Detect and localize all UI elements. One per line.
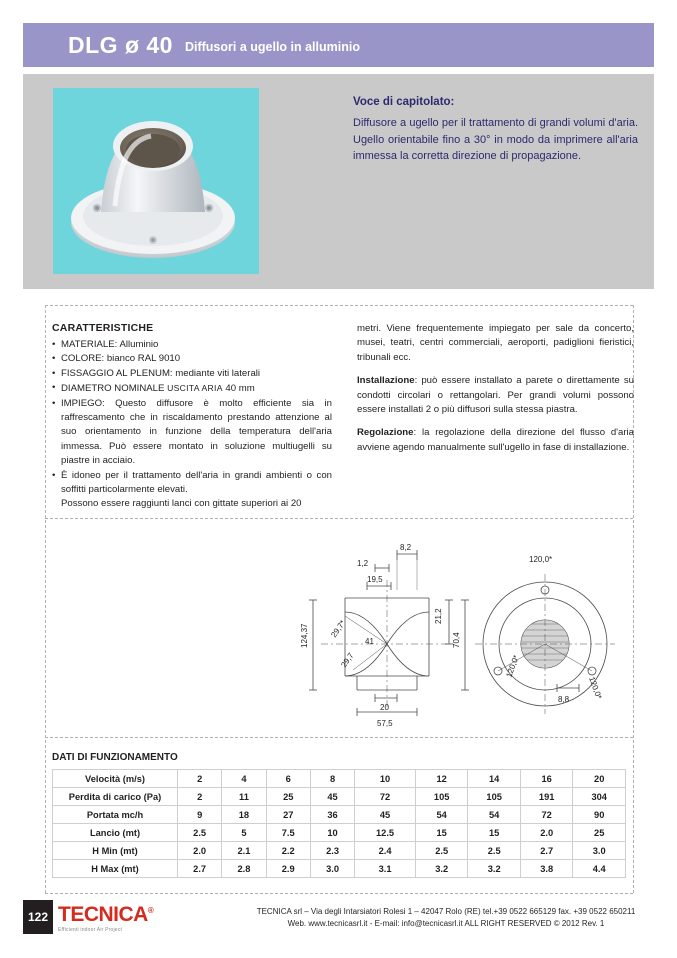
table-row bbox=[53, 860, 626, 878]
cell: 2.5 bbox=[468, 842, 521, 860]
cell: 3.0 bbox=[573, 842, 626, 860]
characteristics-item: • IMPIEGO: Questo diffusore è molto efficiente sia in raffrescamento che in riscaldamento prestando attenzione al suo orientamento in funzione della temperatura dell'aria immessa. Può essere montato in soluzione multiugelli su piastre in acciaio. bbox=[52, 397, 332, 469]
cell: 14 bbox=[468, 770, 521, 788]
characteristics-item: • MATERIALE: Alluminio bbox=[52, 338, 332, 352]
separator-middle bbox=[45, 518, 633, 519]
characteristics-item: • FISSAGGIO AL PLENUM: mediante viti laterali bbox=[52, 367, 332, 381]
table-row bbox=[53, 788, 626, 806]
header-band bbox=[23, 23, 654, 67]
cell: 12.5 bbox=[355, 824, 416, 842]
specification-title: Voce di capitolato: bbox=[353, 96, 455, 108]
characteristics-item-diameter bbox=[52, 381, 332, 396]
cell: 2.0 bbox=[178, 842, 222, 860]
dim-124-37: 124,37 bbox=[300, 623, 309, 648]
cell: 3.2 bbox=[415, 860, 468, 878]
characteristics-tail: Possono essere raggiunti lanci con gittate superiori ai 20 bbox=[61, 498, 302, 510]
cell: 2.0 bbox=[520, 824, 573, 842]
characteristics-item: • COLORE: bianco RAL 9010 bbox=[52, 352, 332, 366]
dim-70-4: 70,4 bbox=[452, 632, 461, 648]
cell: 2.3 bbox=[310, 842, 354, 860]
cell: 72 bbox=[355, 788, 416, 806]
cell: 54 bbox=[415, 806, 468, 824]
cell: 304 bbox=[573, 788, 626, 806]
cell: 15 bbox=[415, 824, 468, 842]
cell: 105 bbox=[468, 788, 521, 806]
adjustment-label: Regolazione bbox=[357, 427, 414, 439]
cell: 2 bbox=[178, 770, 222, 788]
footer-line-2: Web. www.tecnicasrl.it - E-mail: info@tecnicasrl.it ALL RIGHT RESERVED © 2012 Rev. 1 bbox=[287, 919, 605, 928]
cell: 16 bbox=[520, 770, 573, 788]
cell: 2 bbox=[178, 788, 222, 806]
dim-29-7-b: 29,7 bbox=[339, 651, 356, 670]
logo-word: TECNICA bbox=[58, 903, 148, 926]
product-title: DLG ø 40 bbox=[68, 31, 173, 58]
cell: 191 bbox=[520, 788, 573, 806]
product-overview-block bbox=[23, 74, 654, 289]
cell: 2.9 bbox=[266, 860, 310, 878]
cell: 2.1 bbox=[222, 842, 266, 860]
characteristics-heading: CARATTERISTICHE bbox=[52, 322, 154, 334]
diameter-value: 40 mm bbox=[222, 383, 255, 395]
cell: 54 bbox=[468, 806, 521, 824]
row-label: Lancio (mt) bbox=[53, 824, 178, 842]
dim-20: 20 bbox=[380, 703, 389, 712]
cell: 2.7 bbox=[520, 842, 573, 860]
dim-120-left: 120,0* bbox=[504, 653, 521, 679]
dim-29-7-a: 29,7* bbox=[329, 618, 348, 640]
cell: 3.0 bbox=[310, 860, 354, 878]
cell: 45 bbox=[310, 788, 354, 806]
table-row bbox=[53, 806, 626, 824]
cell: 4.4 bbox=[573, 860, 626, 878]
cell: 36 bbox=[310, 806, 354, 824]
registered-icon: ® bbox=[147, 906, 154, 915]
installation-label: Installazione bbox=[357, 375, 415, 387]
row-label: Perdita di carico (Pa) bbox=[53, 788, 178, 806]
drawings-svg bbox=[45, 520, 633, 735]
installation-text: : può essere installato a parete o direttamente su condotti circolari o rettangolari. Per grandi volumi possono essere installati 2 o più diffusori sulla stessa piastra. bbox=[357, 375, 634, 416]
diameter-smallcaps: USCITA ARIA bbox=[167, 383, 223, 394]
performance-data-table bbox=[52, 769, 626, 878]
cell: 15 bbox=[468, 824, 521, 842]
dim-8-2: 8,2 bbox=[400, 543, 412, 552]
cell: 25 bbox=[573, 824, 626, 842]
company-logo bbox=[58, 900, 153, 933]
adjustment-text: : la regolazione della direzione del flusso d'aria avviene agendo manualmente sull'ugello in fase di installazione. bbox=[357, 427, 634, 453]
separator-lower bbox=[45, 737, 633, 738]
product-photo bbox=[53, 88, 259, 274]
cell: 6 bbox=[266, 770, 310, 788]
technical-drawings bbox=[45, 520, 633, 735]
dim-41: 41 bbox=[365, 637, 374, 646]
cell: 2.5 bbox=[415, 842, 468, 860]
dim-1-2: 1,2 bbox=[357, 559, 369, 568]
dim-8-8: 8,8 bbox=[558, 695, 570, 704]
specification-box bbox=[353, 96, 638, 165]
header-inner bbox=[68, 23, 360, 67]
cell: 2.8 bbox=[222, 860, 266, 878]
product-subtitle: Diffusori a ugello in alluminio bbox=[184, 40, 360, 54]
cell: 2.7 bbox=[178, 860, 222, 878]
cell: 10 bbox=[310, 824, 354, 842]
row-label: H Min (mt) bbox=[53, 842, 178, 860]
dim-120-top: 120,0* bbox=[529, 555, 553, 564]
cell: 3.1 bbox=[355, 860, 416, 878]
page-number: 122 bbox=[23, 900, 53, 934]
row-label: Velocità (m/s) bbox=[53, 770, 178, 788]
cell: 8 bbox=[310, 770, 354, 788]
cell: 12 bbox=[415, 770, 468, 788]
characteristics-item: • È idoneo per il trattamento dell'aria in grandi ambienti o con soffitti particolarmente elevati. bbox=[52, 469, 332, 498]
cell: 5 bbox=[222, 824, 266, 842]
footer-line-1: TECNICA srl – Via degli Intarsiatori Rolesi 1 – 42047 Rolo (RE) tel.+39 0522 665129 fax. +39 0522 650211 bbox=[256, 907, 636, 916]
cell: 2.2 bbox=[266, 842, 310, 860]
separator-top bbox=[45, 305, 633, 306]
table-row bbox=[53, 842, 626, 860]
cell: 9 bbox=[178, 806, 222, 824]
characteristics-continuation: metri. Viene frequentemente impiegato per sale da concerto, musei, teatri, centri commerciali, aeroporti, padiglioni fieristici, tribunali ecc. bbox=[357, 323, 634, 363]
dim-21-2: 21,2 bbox=[434, 608, 443, 624]
diameter-label: DIAMETRO NOMINALE bbox=[61, 383, 168, 395]
cell: 3.8 bbox=[520, 860, 573, 878]
table-row bbox=[53, 770, 626, 788]
specification-text: Diffusore a ugello per il trattamento di grandi volumi d'aria. Ugello orientabile fino a 30° in modo da imprimere all'aria immessa la corretta direzione di propagazione. bbox=[353, 117, 638, 162]
dim-57-5: 57,5 bbox=[377, 719, 393, 728]
cell: 7.5 bbox=[266, 824, 310, 842]
cell: 27 bbox=[266, 806, 310, 824]
characteristics-column-left bbox=[52, 338, 332, 512]
cell: 11 bbox=[222, 788, 266, 806]
cell: 3.2 bbox=[468, 860, 521, 878]
dim-19-5: 19,5 bbox=[367, 575, 383, 584]
cell: 105 bbox=[415, 788, 468, 806]
cell: 45 bbox=[355, 806, 416, 824]
cell: 18 bbox=[222, 806, 266, 824]
installation-paragraph bbox=[357, 374, 634, 417]
cell: 90 bbox=[573, 806, 626, 824]
cell: 10 bbox=[355, 770, 416, 788]
logo-tagline: Efficienti indoor Air Project bbox=[58, 927, 123, 933]
nozzle-diffuser-illustration bbox=[53, 88, 259, 274]
row-label: Portata mc/h bbox=[53, 806, 178, 824]
cell: 25 bbox=[266, 788, 310, 806]
cell: 2.4 bbox=[355, 842, 416, 860]
characteristics-column-right bbox=[357, 322, 634, 464]
data-table-title: DATI DI FUNZIONAMENTO bbox=[52, 752, 178, 763]
adjustment-paragraph bbox=[357, 426, 634, 455]
dim-120-right: 120,0* bbox=[587, 675, 604, 701]
cell: 20 bbox=[573, 770, 626, 788]
logo-text bbox=[58, 900, 153, 926]
cell: 4 bbox=[222, 770, 266, 788]
cell: 2.5 bbox=[178, 824, 222, 842]
separator-bottom bbox=[45, 893, 633, 894]
cell: 72 bbox=[520, 806, 573, 824]
footer-contact bbox=[236, 906, 656, 930]
row-label: H Max (mt) bbox=[53, 860, 178, 878]
table-row bbox=[53, 824, 626, 842]
